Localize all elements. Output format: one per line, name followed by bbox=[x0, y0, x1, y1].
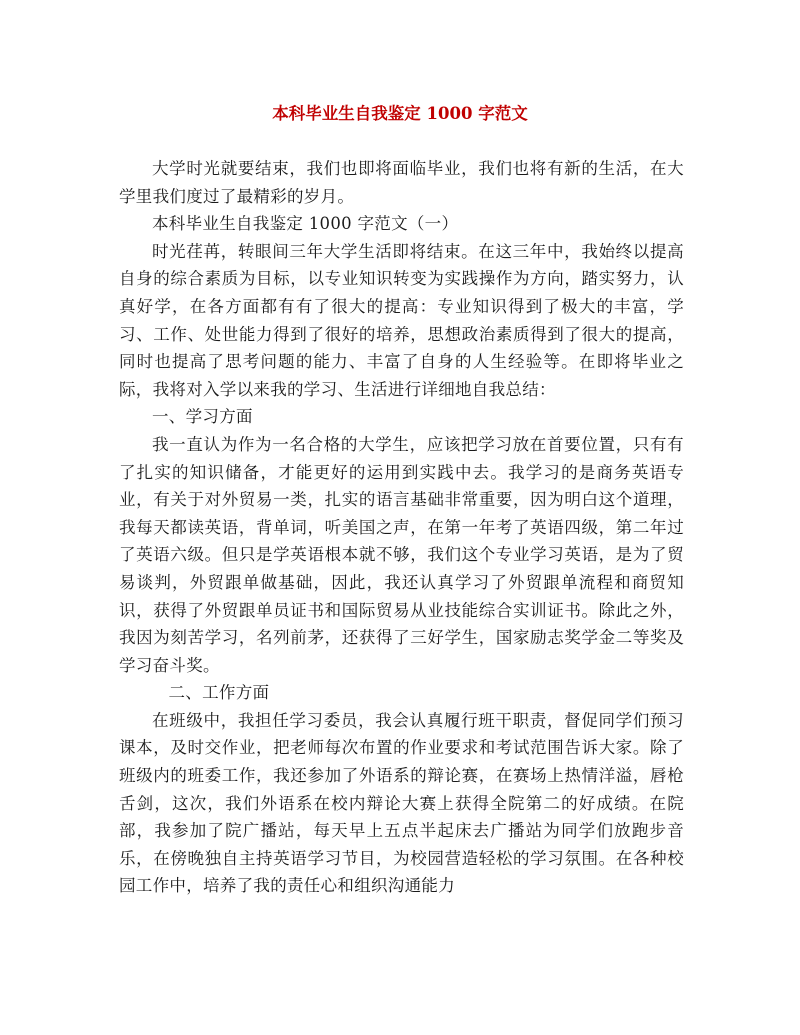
section-subtitle: 本科毕业生自我鉴定 1000 字范文（一） bbox=[152, 214, 459, 234]
summary-paragraph: 时光荏苒，转眼间三年大学生活即将结束。在这三年中，我始终以提高自身的综合素质为目标，以专业知识转变为实践操作为方向，踏实努力，认真好学，在各方面都有有了很大的提高：专业知识得到了极大的丰富，学习、工作、处世能力得到了很好的培养，思想政治素质得到了很大的提高，同时也提高了思考问题的能力、丰富了自身的人生经验等。在即将毕业之际，我将对入学以来我的学习、生活进行详细地自我总结： bbox=[119, 241, 684, 399]
document-title: 本科毕业生自我鉴定 1000 字范文 bbox=[272, 104, 528, 123]
study-paragraph: 我一直认为作为一名合格的大学生，应该把学习放在首要位置，只有有了扎实的知识储备，才能更好的运用到实践中去。我学习的是商务英语专业，有关于对外贸易一类，扎实的语言基础非常重要，因为明白这个道理，我每天都读英语，背单词，听美国之声，在第一年考了英语四级，第二年过了英语六级。但只是学英语根本就不够，我们这个专业学习英语，是为了贸易谈判，外贸跟单做基础，因此，我还认真学习了外贸跟单流程和商贸知识，获得了外贸跟单员证书和国际贸易从业技能综合实训证书。除此之外，我因为刻苦学习，名列前茅，还获得了三好学生，国家励志奖学金二等奖及学习奋斗奖。 bbox=[119, 434, 684, 675]
section-heading-study: 一、学习方面 bbox=[152, 407, 253, 427]
intro-paragraph: 大学时光就要结束，我们也即将面临毕业，我们也将有新的生活，在大学里我们度过了最精彩的岁月。 bbox=[119, 159, 684, 206]
work-paragraph: 在班级中，我担任学习委员，我会认真履行班干职责，督促同学们预习课本，及时交作业，把老师每次布置的作业要求和考试范围告诉大家。除了班级内的班委工作，我还参加了外语系的辩论赛，在赛场上热情洋溢，唇枪舌剑，这次，我们外语系在校内辩论大赛上获得全院第二的好成绩。在院部，我参加了院广播站，每天早上五点半起床去广播站为同学们放跑步音乐，在傍晚独自主持英语学习节目，为校园营造轻松的学习氛围。在各种校园工作中，培养了我的责任心和组织沟通能力 bbox=[119, 710, 684, 896]
document-body bbox=[119, 155, 684, 900]
section-heading-work: 二、工作方面 bbox=[168, 683, 270, 703]
